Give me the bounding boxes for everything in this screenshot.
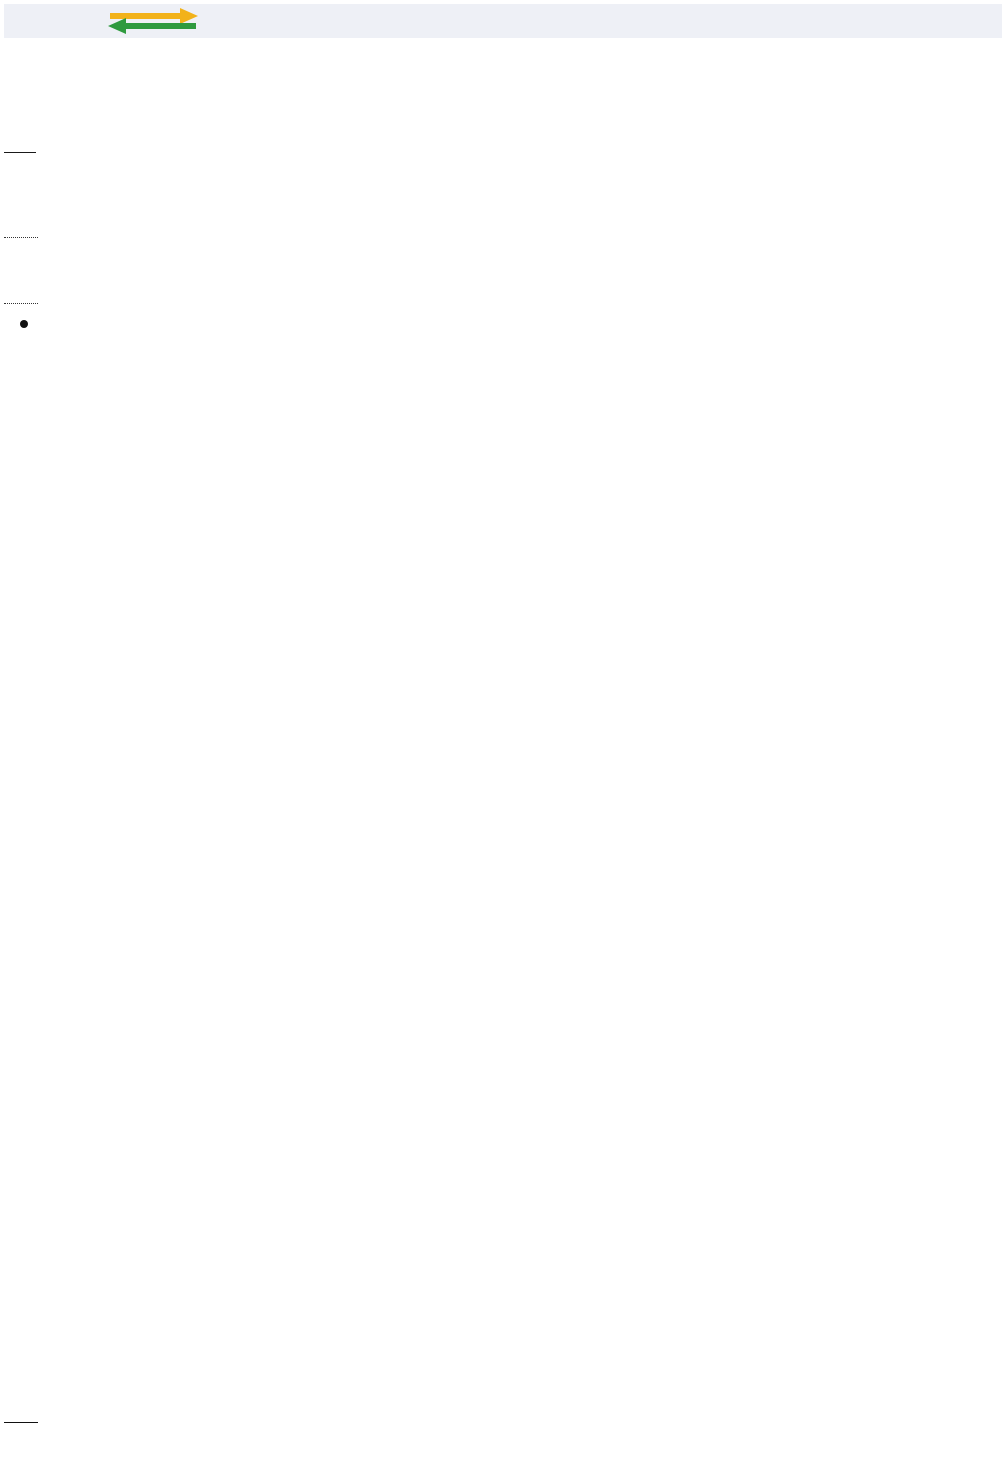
deck (4, 136, 1004, 170)
end-of-article-icon (20, 320, 28, 328)
footer-rule (4, 1422, 38, 1423)
byline-dotted-rule-bottom (4, 303, 38, 304)
section-bar (4, 4, 1002, 38)
transition-arrows-icon (106, 7, 200, 35)
watermark (0, 100, 1007, 122)
paragraph-4 (4, 316, 172, 333)
deck-rule (4, 152, 36, 153)
byline-dotted-rule-top (4, 237, 38, 238)
article-body (4, 316, 172, 333)
